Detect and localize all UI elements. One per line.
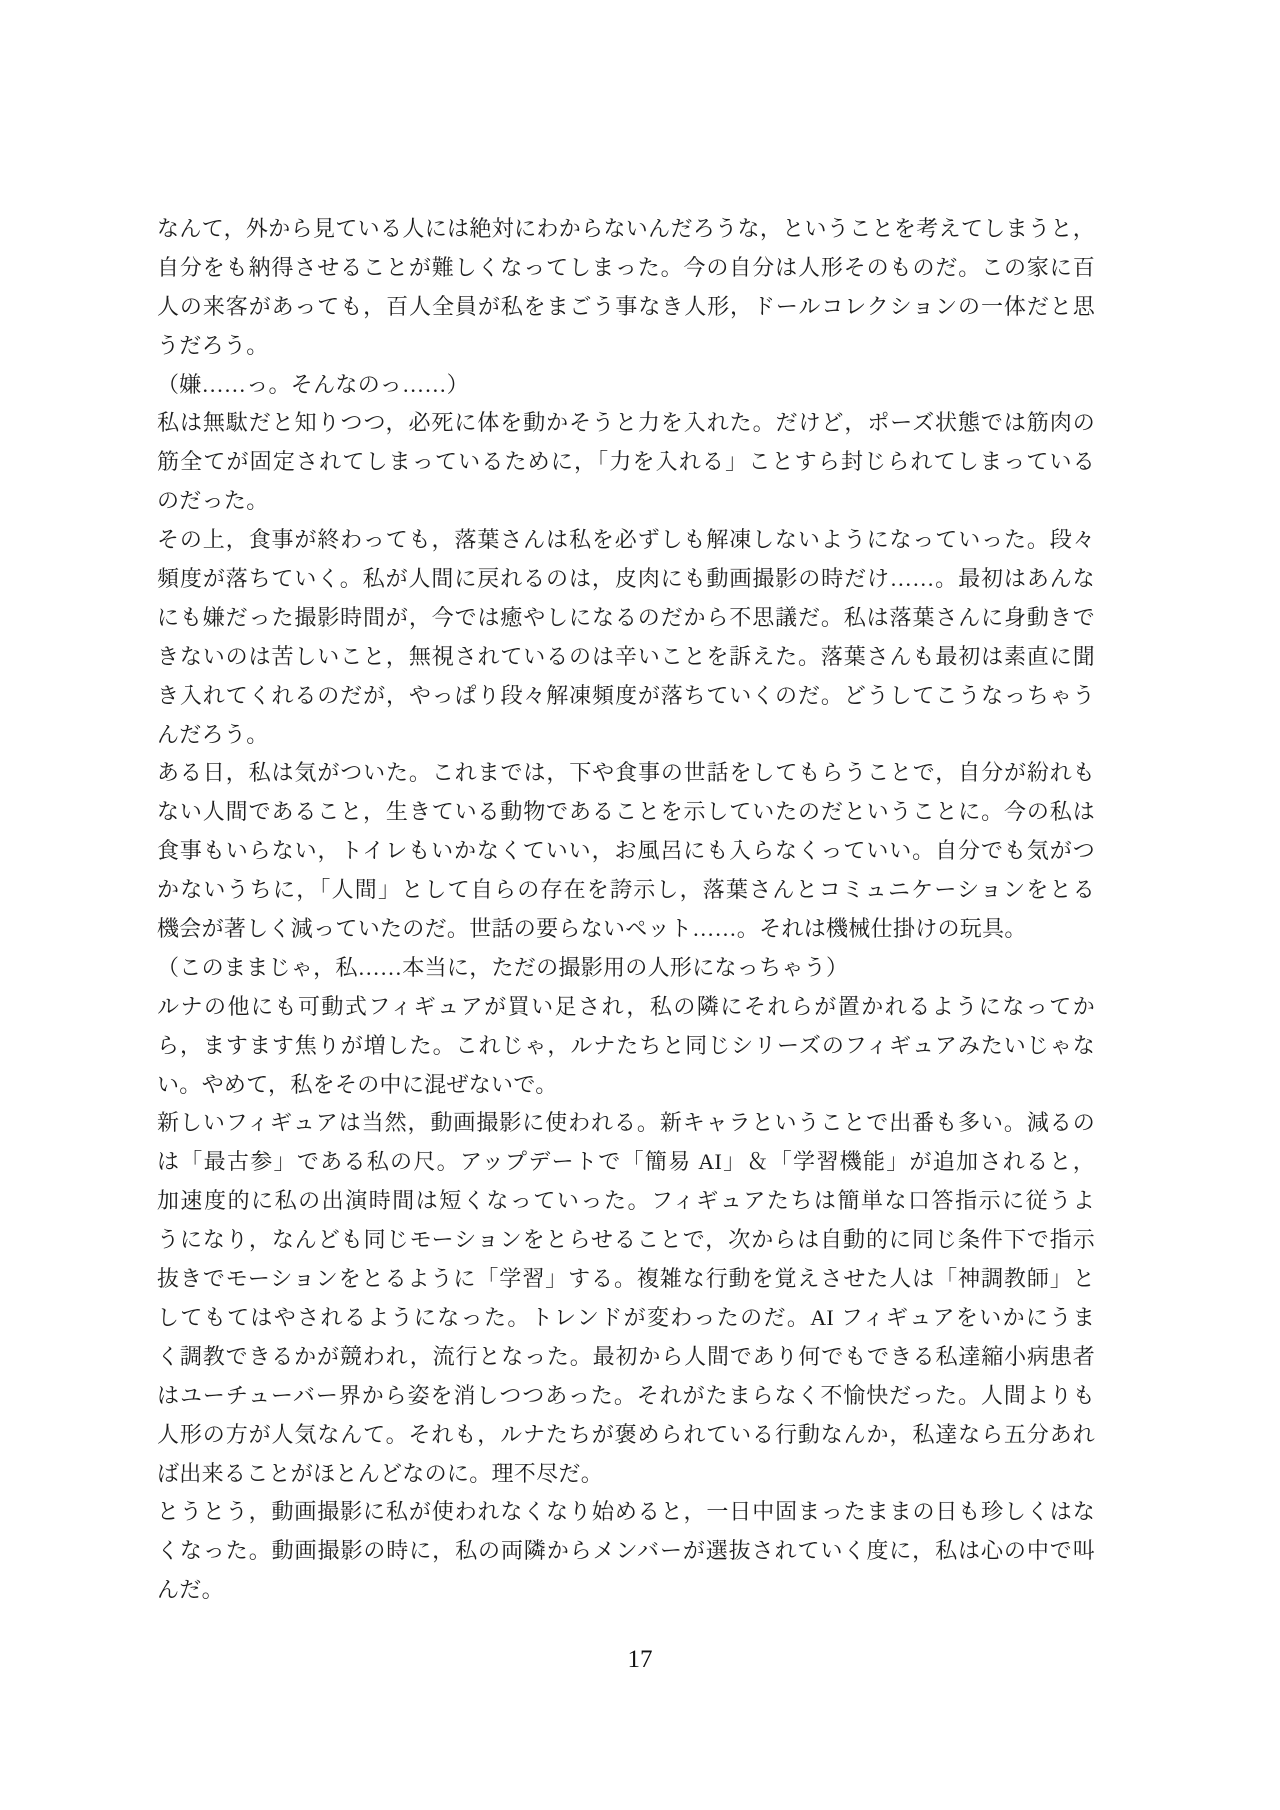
- text-line: のだった。: [157, 488, 269, 514]
- text-line: 新しいフィギュアは当然，動画撮影に使われる。新キャラということで出番も多い。減るの: [157, 1110, 1095, 1136]
- text-line: 食事もいらない，トイレもいかなくていい，お風呂にも入らなくっていい。自分でも気がつ: [157, 838, 1095, 864]
- text-line: かないうちに，「人間」として自らの存在を誇示し，落葉さんとコミュニケーションをとる: [157, 877, 1095, 903]
- text-line: してもてはやされるようになった。トレンドが変わったのだ。AI フィギュアをいかにうま: [157, 1304, 1095, 1330]
- text-line: 機会が著しく減っていたのだ。世話の要らないペット……。それは機械仕掛けの玩具。: [157, 916, 1027, 942]
- text-line: 抜きでモーションをとるように「学習」する。複雑な行動を覚えさせた人は「神調教師」と: [157, 1266, 1095, 1292]
- text-line: ら，ますます焦りが増した。これじゃ，ルナたちと同じシリーズのフィギュアみたいじゃな: [157, 1032, 1095, 1058]
- text-line: 人形の方が人気なんて。それも，ルナたちが褒められている行動なんか，私達なら五分あれ: [157, 1421, 1095, 1447]
- text-line: 自分をも納得させることが難しくなってしまった。今の自分は人形そのものだ。この家に百: [157, 254, 1095, 280]
- body-text: [157, 210, 1095, 1610]
- text-line: その上，食事が終わっても，落葉さんは私を必ずしも解凍しないようになっていった。段々: [157, 527, 1095, 553]
- text-line: はユーチューバー界から姿を消しつつあった。それがたまらなく不愉快だった。人間よりも: [157, 1382, 1095, 1408]
- text-line: （このままじゃ，私……本当に，ただの撮影用の人形になっちゃう）: [157, 954, 849, 980]
- text-line: んだろう。: [157, 721, 269, 747]
- page-number: 17: [627, 1646, 653, 1673]
- text-line: 人の来客があっても，百人全員が私をまごう事なき人形，ドールコレクションの一体だと思: [157, 293, 1095, 319]
- text-line: うだろう。: [157, 332, 269, 358]
- text-line: き入れてくれるのだが，やっぱり段々解凍頻度が落ちていくのだ。どうしてこうなっちゃう: [157, 682, 1095, 708]
- text-line: 私は無駄だと知りつつ，必死に体を動かそうと力を入れた。だけど，ポーズ状態では筋肉の: [157, 410, 1095, 436]
- text-line: ある日，私は気がついた。これまでは，下や食事の世話をしてもらうことで，自分が紛れも: [157, 760, 1095, 786]
- text-line: くなった。動画撮影の時に，私の両隣からメンバーが選抜されていく度に，私は心の中で叫: [157, 1538, 1095, 1564]
- text-line: ば出来ることがほとんどなのに。理不尽だ。: [157, 1460, 604, 1486]
- text-line: 頻度が落ちていく。私が人間に戻れるのは，皮肉にも動画撮影の時だけ……。最初はあんな: [157, 566, 1095, 592]
- text-line: にも嫌だった撮影時間が，今では癒やしになるのだから不思議だ。私は落葉さんに身動きで: [157, 604, 1095, 630]
- text-line: い。やめて，私をその中に混ぜないで。: [157, 1071, 558, 1097]
- text-line: は「最古参」である私の尺。アップデートで「簡易 AI」＆「学習機能」が追加されると，: [157, 1149, 1095, 1175]
- text-line: 加速度的に私の出演時間は短くなっていった。フィギュアたちは簡単な口答指示に従うよ: [157, 1188, 1095, 1214]
- text-line: んだ。: [157, 1577, 224, 1603]
- text-line: ない人間であること，生きている動物であることを示していたのだということに。今の私は: [157, 799, 1095, 825]
- text-line: うになり，なんども同じモーションをとらせることで，次からは自動的に同じ条件下で指示: [157, 1227, 1095, 1253]
- text-line: とうとう，動画撮影に私が使われなくなり始めると，一日中固まったままの日も珍しくはな: [157, 1499, 1095, 1525]
- text-line: く調教できるかが競われ，流行となった。最初から人間であり何でもできる私達縮小病患者: [157, 1343, 1095, 1369]
- text-line: なんて，外から見ている人には絶対にわからないんだろうな，ということを考えてしまうと，: [157, 216, 1095, 241]
- text-line: （嫌……っ。そんなのっ……）: [157, 371, 469, 397]
- text-line: 筋全てが固定されてしまっているために，「力を入れる」ことすら封じられてしまっている: [157, 449, 1095, 475]
- text-line: きないのは苦しいこと，無視されているのは辛いことを訴えた。落葉さんも最初は素直に聞: [157, 643, 1095, 669]
- text-line: ルナの他にも可動式フィギュアが買い足され，私の隣にそれらが置かれるようになってか: [157, 993, 1096, 1019]
